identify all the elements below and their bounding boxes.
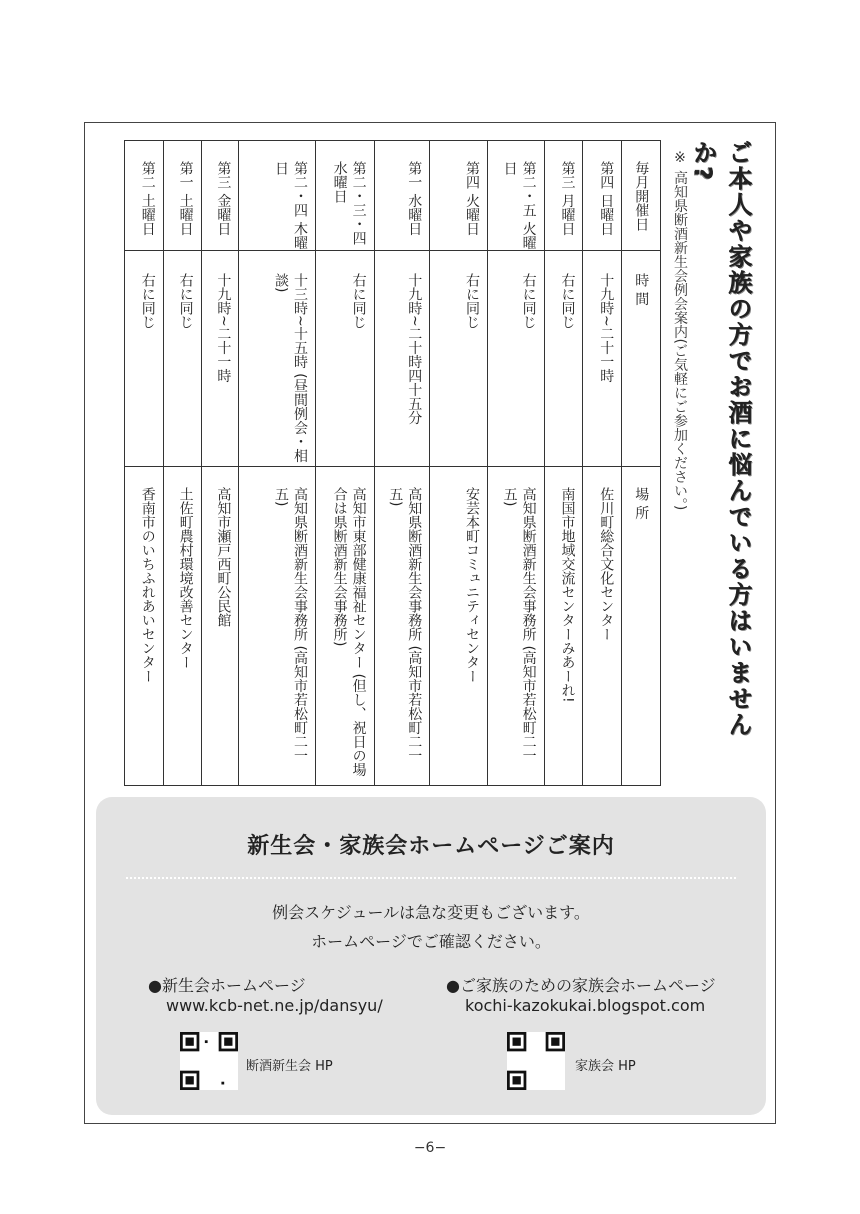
table-row [374,141,430,785]
table-divider [124,466,661,467]
time-cell: 右に同じ [139,273,156,329]
table-row [315,141,374,785]
time-cell: 右に同じ [177,273,194,329]
shinseikai-qr-code[interactable] [180,1032,238,1090]
place-cell: 佐川町総合文化センター [598,487,615,641]
table-row [582,141,621,785]
time-cell: 右に同じ [463,273,480,329]
schedule-note: ※ 高知県断酒新生会例会案内(ご気軽にご参加ください。) [672,150,688,511]
day-cell: 第二 土曜日 [139,161,156,236]
time-cell: 右に同じ [559,273,576,329]
table-row [201,141,239,785]
day-cell: 第四 火曜日 [463,161,480,236]
table-row [163,141,201,785]
kazokukai-url[interactable]: kochi-kazokukai.blogspot.com [465,996,706,1015]
day-cell: 第二・三・四 水曜日 [331,161,367,245]
header-day: 毎月開催日 [633,161,650,231]
shinseikai-url[interactable]: www.kcb-net.ne.jp/dansyu/ [166,996,383,1015]
info-message-1: 例会スケジュールは急な変更もございます。 [272,903,590,922]
time-cell: 十九時~二十一時 [215,273,232,383]
day-cell: 第三 月曜日 [559,161,576,236]
info-title: 新生会・家族会ホームページご案内 [247,834,615,859]
time-cell: 右に同じ [350,273,367,329]
day-cell: 第二・五 火曜日 [501,161,537,250]
kazokukai-heading: ●ご家族のための家族会ホームページ [446,976,716,995]
table-divider [124,250,661,251]
page-title: ご本人や家族の方でお酒に悩んでいる方はいませんか? [689,140,752,738]
place-cell: 土佐町農村環境改善センター [177,487,194,669]
table-row [238,141,315,785]
kazokukai-qr-code[interactable] [507,1032,565,1090]
table-row [487,141,544,785]
day-cell: 第一 水曜日 [406,161,423,236]
day-cell: 第一 土曜日 [177,161,194,236]
kazokukai-qr-label: 家族会 HP [575,1059,636,1074]
place-cell: 高知県断酒新生会事務所 (高知市若松町二一五) [501,487,537,763]
place-cell: 南国市地域交流センターみあーれ! [559,487,576,703]
page-number: −6− [413,1140,447,1156]
table-row [544,141,583,785]
place-cell: 安芸本町コミュニティセンター [463,487,480,683]
place-cell: 高知県断酒新生会事務所 (高知市若松町二一五) [272,487,308,763]
place-cell: 高知県断酒新生会事務所 (高知市若松町二一五) [387,487,423,763]
day-cell: 第三 金曜日 [215,161,232,236]
time-cell: 右に同じ [520,273,537,329]
header-time: 時 間 [633,273,650,306]
place-cell: 香南市のいちふれあいセンター [139,487,156,683]
place-cell: 高知市東部健康福祉センター (但し、祝日の場合は県断酒新生会事務所) [331,487,367,777]
time-cell: 十九時~二十一時 [598,273,615,383]
time-cell: 十九時~二十時四十五分 [406,273,423,425]
time-cell: 十三時~十五時 (昼間例会・相談) [272,273,308,463]
info-message-2: ホームページでご確認ください。 [311,932,551,951]
shinseikai-qr-label: 断酒新生会 HP [246,1059,333,1074]
schedule-table [124,140,661,786]
homepage-info-box [96,797,766,1115]
place-cell: 高知市瀬戸西町公民館 [215,487,232,627]
table-row [125,141,163,785]
day-cell: 第四 日曜日 [598,161,615,236]
table-row [429,141,487,785]
header-column [621,141,660,785]
shinseikai-heading: ●新生会ホームページ [148,976,306,995]
day-cell: 第二・四 木曜日 [272,161,308,250]
dotted-divider [126,877,736,879]
header-place: 場 所 [633,487,650,520]
